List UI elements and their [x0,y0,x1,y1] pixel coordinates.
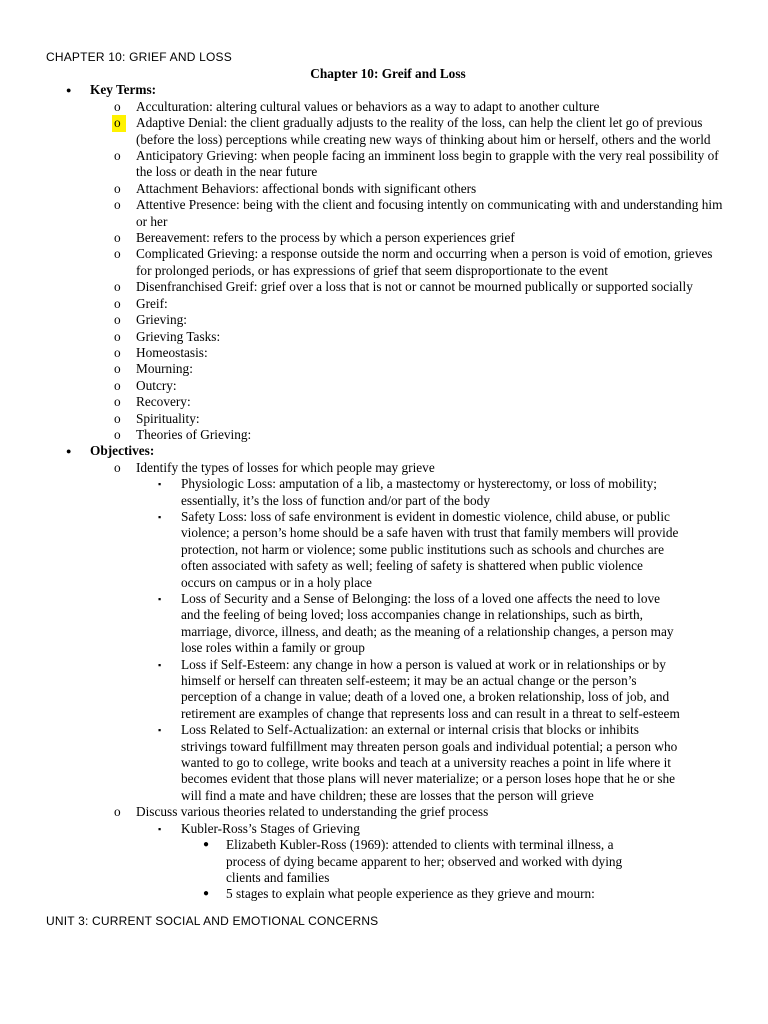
list-item: o Attentive Presence: being with the client and focusing intently on communicating with and understanding him or her [114,197,723,229]
circle-bullet-icon: o [114,459,121,475]
circle-bullet-icon: o [114,804,121,820]
circle-bullet-icon: o [114,361,121,377]
list-item: ▪ Kubler-Ross’s Stages of Grieving ● Elizabeth Kubler-Ross (1969): attended to clients with terminal illness, a process of dying became apparent to her; observed and worked with dying clients and families ● 5 stages to explain what people experience as they grieve and mourn: [0,821,724,903]
list-item: o Adaptive Denial: the client gradually adjusts to the reality of the loss, can help the client let go of previous (before the loss) perceptions while creating new ways of thinking about him or herself, others and the world [114,115,711,147]
square-bullet-icon: ▪ [158,511,162,522]
circle-bullet-icon: o [114,394,121,410]
list-item: ▪ Loss of Security and a Sense of Belonging: the loss of a loved one affects the need to love and the feeling of being loved; loss accompanies change in relationships, such as birth, marriage, divorce, illness, and death; as the meaning of a relationship changes, a person may lose roles within a family or group [158,591,674,656]
list-item: o Grieving: [114,312,187,328]
page-header: CHAPTER 10: GRIEF AND LOSS [46,50,232,64]
list-item: o Greif: [114,295,168,311]
main-list [0,82,768,902]
circle-bullet-icon: o [114,410,121,426]
circle-bullet-icon: o [114,148,121,164]
circle-bullet-icon: o [114,230,121,246]
list-item: ▪ Loss Related to Self-Actualization: an external or internal crisis that blocks or inhibits strivings toward fulfillment may threaten person goals and individual potential; a person who wanted to go to college, write books and teach at a university reaches a point in life where it becomes evident that those plans will never materialize; or a person loses hope that he or she will find a mate and have children; these are losses that the person will grieve [158,722,678,803]
list-item: o Outcry: [114,377,177,393]
kubler-ross-list [181,837,680,903]
key-terms-list [90,99,768,444]
square-bullet-icon: ▪ [158,594,162,604]
bullet-icon: ● [203,839,210,851]
square-bullet-icon: ▪ [158,479,162,490]
list-item: o Recovery: [114,394,191,410]
list-item: o Complicated Grieving: a response outside the norm and occurring when a person is void of emotion, grieves for prolonged periods, or has expressions of grief that seem disproportionate to the event [114,246,713,278]
list-item: ● Elizabeth Kubler-Ross (1969): attended to clients with terminal illness, a process of dying became apparent to her; observed and worked with dying clients and families [203,837,623,885]
circle-bullet-icon: o [114,295,121,311]
list-item: o Disenfranchised Greif: grief over a loss that is not or cannot be mourned publically or supported socially [114,279,693,295]
square-bullet-icon: ▪ [158,725,162,736]
highlighted-circle-bullet-icon: o [112,115,126,131]
objectives-list [90,460,768,903]
list-item: o Attachment Behaviors: affectional bonds with significant others [114,180,477,196]
square-bullet-icon: ▪ [158,823,162,834]
list-item: ● 5 stages to explain what people experience as they grieve and mourn: [203,886,595,902]
circle-bullet-icon: o [114,377,121,393]
theories-list [136,821,724,903]
list-item: o Discuss various theories related to understanding the grief process ▪ Kubler-Ross’s Stages of Grieving ● Elizabeth Kubler-Ross (1969): attended to clients with terminal illness, a process of dying became apparent to her; observed and worked with dying clients and families ● 5 stages to explain what people experience as they grieve and mourn: [0,804,768,902]
loss-types-list [136,476,724,804]
document-body [0,66,768,903]
list-item: o Acculturation: altering cultural values or behaviors as a way to adapt to another culture [114,98,600,114]
circle-bullet-icon: o [114,197,121,213]
circle-bullet-icon: o [114,344,121,360]
list-item: o Anticipatory Grieving: when people facing an imminent loss begin to grapple with the very real possibility of the loss or death in the near future [114,148,719,180]
list-item: o Spirituality: [114,410,200,426]
bullet-icon: ● [66,446,72,457]
list-item: o Grieving Tasks: [114,328,221,344]
key-terms-heading: Key Terms: [90,82,157,98]
circle-bullet-icon: o [114,246,121,262]
key-terms-section [0,82,768,443]
list-item: ▪ Loss if Self-Esteem: any change in how a person is valued at work or in relationships or by himself or herself can threaten self-esteem; it may be an actual change or the person’s perception of a change in value; death of a loved one, a broken relationship, loss of job, and retirement are examples of change that represents loss and can result in a threat to self-esteem [158,656,680,721]
objectives-heading: Objectives: [90,443,155,459]
circle-bullet-icon: o [114,180,121,196]
list-item: ▪ Physiologic Loss: amputation of a lib, a mastectomy or hysterectomy, or loss of mobility; essentially, it’s the loss of function and/or part of the body [158,476,657,508]
list-item: o Bereavement: refers to the process by which a person experiences grief [114,230,515,246]
list-item: o Mourning: [114,361,193,377]
bullet-icon: ● [66,85,72,96]
list-item: o Identify the types of losses for which people may grieve ▪ Physiologic Loss: amputation of a lib, a mastectomy or hysterectomy, or loss of mobility; essentially, it’s the loss of function and/or part of the body ▪ Safety Loss: loss of safe environment is evident in domestic violence, child abuse, or public violence; a person’s home should be a safe haven with trust that family members will provide protection, not harm or violence; some public institutions such as schools and churches are often associated with safety as well; feeling of safety is shattered when public violence occurs on campus or in a holy place ▪ Loss of Security and a Sense of Belonging: the loss of a loved one affects the need to love and the feeling of being loved; loss accompanies change in relationships, such as birth, marriage, divorce, illness, and death; as the meaning of a relationship changes, a person may lose roles within a family or group ▪ Loss if Self-Esteem: any change in how a person is valued at work or in relationships or by himself or herself can threaten self-esteem; it may be an actual change or the person’s perception of a change in value; death of a loved one, a broken relationship, loss of job, and retirement are examples of change that represents loss and can result in a threat to self-esteem ▪ Loss Related to Self-Actualization: an external or internal crisis that blocks or inhibits strivings toward fulfillment may threaten person goals and individual potential; a person who wanted to go to college, write books and teach at a university reaches a point in life where it becomes evident that those plans will never materialize; or a person loses hope that he or she will find a mate and have children; these are losses that the person will grieve [0,460,768,805]
list-item: o Theories of Grieving: [114,426,252,442]
circle-bullet-icon: o [114,279,121,295]
bullet-icon: ● [203,888,210,900]
circle-bullet-icon: o [114,328,121,344]
document-title: Chapter 10: Greif and Loss [310,66,466,81]
list-item: o Homeostasis: [114,344,208,360]
circle-bullet-icon: o [114,98,121,114]
list-item: ▪ Safety Loss: loss of safe environment is evident in domestic violence, child abuse, or public violence; a person’s home should be a safe haven with trust that family members will provide protection, not harm or violence; some public institutions such as schools and churches are often associated with safety as well; feeling of safety is shattered when public violence occurs on campus or in a holy place [158,508,679,590]
circle-bullet-icon: o [114,426,121,442]
square-bullet-icon: ▪ [158,659,162,670]
page-footer: UNIT 3: CURRENT SOCIAL AND EMOTIONAL CONCERNS [46,914,379,928]
objectives-section [0,443,768,902]
circle-bullet-icon: o [114,312,121,328]
